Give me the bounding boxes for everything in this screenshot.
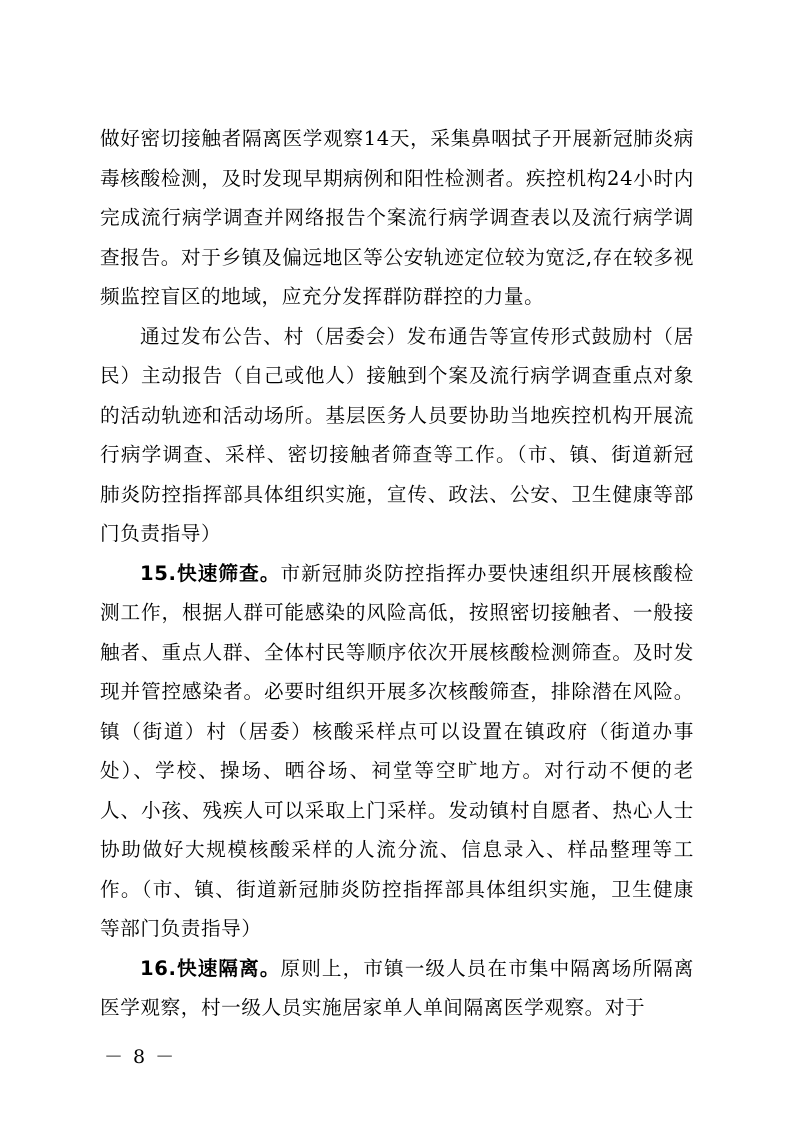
paragraph-rapid-isolation [100, 949, 694, 1028]
document-body [100, 119, 694, 1028]
section-heading-rapid-screening: 15.快速筛查。 [140, 561, 281, 585]
paragraph-text-rapid-screening: 市新冠肺炎防控指挥办要快速组织开展核酸检测工作，根据人群可能感染的风险高低，按照密切接触者、一般接触者、重点人群、全体村民等顺序依次开展核酸检测筛查。及时发现并管控感染者。必要时组织开展多次核酸筛查，排除潜在风险。镇（街道）村（居委）核酸采样点可以设置在镇政府（街道办事处）、学校、操场、晒谷场、祠堂等空旷地方。对行动不便的老人、小孩、残疾人可以采取上门采样。发动镇村自愿者、热心人士协助做好大规模核酸采样的人流分流、信息录入、样品整理等工作。（市、镇、街道新冠肺炎防控指挥部具体组织实施，卫生健康等部门负责指导） [100, 561, 694, 940]
paragraph-continuation: 做好密切接触者隔离医学观察14天，采集鼻咽拭子开展新冠肺炎病毒核酸检测，及时发现早期病例和阳性检测者。疾控机构24小时内完成流行病学调查并网络报告个案流行病学调查表以及流行病学调查报告。对于乡镇及偏远地区等公安轨迹定位较为宽泛,存在较多视频监控盲区的地域，应充分发挥群防群控的力量。 [100, 127, 694, 308]
paragraph-rapid-screening [100, 554, 694, 949]
paragraph-text-rapid-isolation: 原则上，市镇一级人员在市集中隔离场所隔离医学观察，村一级人员实施居家单人单间隔离医学观察。对于 [100, 956, 694, 1019]
section-heading-rapid-isolation: 16.快速隔离。 [140, 956, 281, 980]
paragraph-public-reporting: 通过发布公告、村（居委会）发布通告等宣传形式鼓励村（居民）主动报告（自己或他人）接触到个案及流行病学调查重点对象的活动轨迹和活动场所。基层医务人员要协助当地疾控机构开展流行病学调查、采样、密切接触者筛查等工作。（市、镇、街道新冠肺炎防控指挥部具体组织实施，宣传、政法、公安、卫生健康等部门负责指导） [100, 324, 694, 545]
page-number: － 8 － [104, 1046, 177, 1068]
